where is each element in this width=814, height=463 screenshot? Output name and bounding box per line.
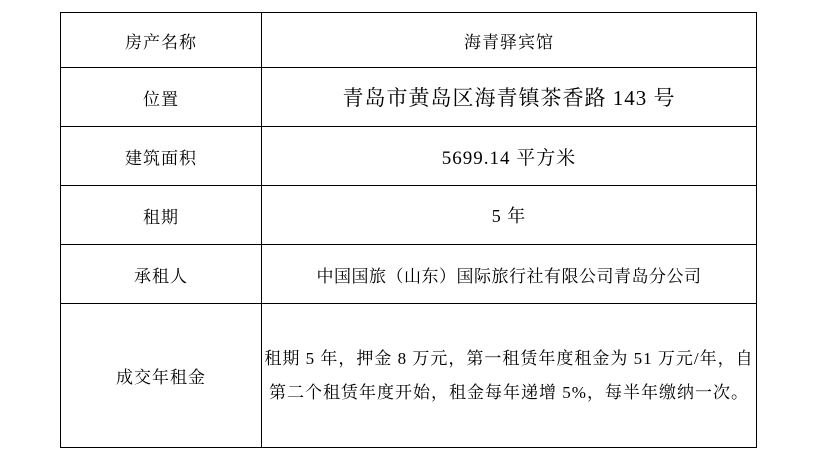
table-body	[61, 13, 757, 448]
row-label-property-name: 房产名称	[61, 13, 262, 68]
row-value-location: 青岛市黄岛区海青镇茶香路 143 号	[262, 68, 757, 127]
row-value-annual-rent: 租期 5 年，押金 8 万元，第一租赁年度租金为 51 万元/年，自第二个租赁年度开始，租金每年递增 5%，每半年缴纳一次。	[262, 304, 757, 448]
row-label-annual-rent: 成交年租金	[61, 304, 262, 448]
table-row	[61, 127, 757, 186]
row-label-building-area: 建筑面积	[61, 127, 262, 186]
row-label-tenant: 承租人	[61, 245, 262, 304]
table-row	[61, 13, 757, 68]
table-row	[61, 68, 757, 127]
property-info-table	[60, 12, 757, 448]
table-row	[61, 186, 757, 245]
table-row	[61, 304, 757, 448]
row-value-property-name: 海青驿宾馆	[262, 13, 757, 68]
row-value-building-area: 5699.14 平方米	[262, 127, 757, 186]
row-value-tenant: 中国国旅（山东）国际旅行社有限公司青岛分公司	[262, 245, 757, 304]
row-label-lease-term: 租期	[61, 186, 262, 245]
table-row	[61, 245, 757, 304]
row-label-location: 位置	[61, 68, 262, 127]
row-value-lease-term: 5 年	[262, 186, 757, 245]
